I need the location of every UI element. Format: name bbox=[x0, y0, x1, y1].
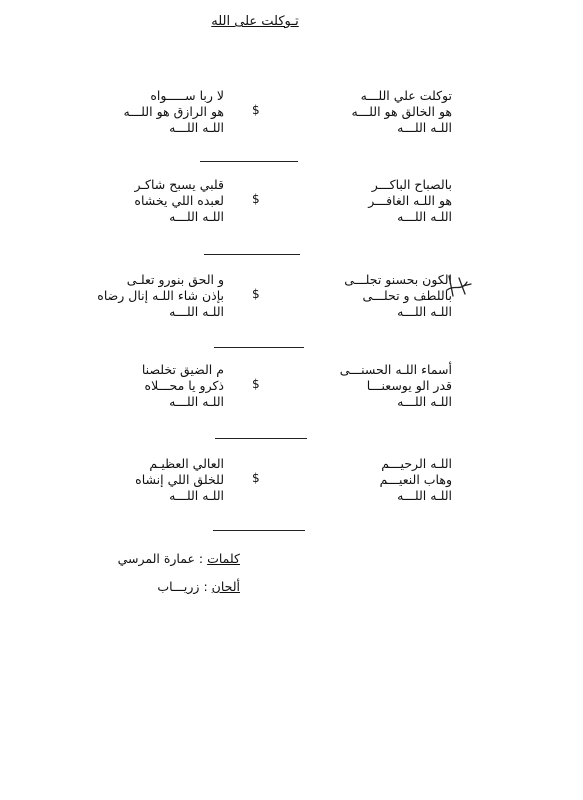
verse-line: اللـه اللـــه bbox=[169, 394, 224, 409]
lyrics-label: كلمات bbox=[207, 551, 240, 566]
verse-separator: $ bbox=[252, 192, 260, 206]
stanza-5-left-verse bbox=[82, 456, 224, 504]
verse-line: و الحق بنورو تعلـى bbox=[126, 272, 224, 287]
verse-separator: $ bbox=[252, 377, 260, 391]
verse-separator: $ bbox=[252, 103, 260, 117]
verse-line: اللـه اللـــه bbox=[397, 394, 452, 409]
stanza-2 bbox=[0, 177, 583, 247]
verse-line: للخلق اللي إنشاه bbox=[135, 472, 224, 487]
stanza-3-right-verse bbox=[292, 272, 452, 320]
stanza-2-left-verse bbox=[82, 177, 224, 225]
stanza-1 bbox=[0, 88, 583, 158]
verse-line: أسماء اللـه الحسنـــى bbox=[339, 362, 452, 377]
verse-line: اللـه اللـــه bbox=[397, 120, 452, 135]
handwritten-mark-icon bbox=[445, 272, 473, 302]
verse-line: بالصباح الباكـــر bbox=[371, 177, 452, 192]
stanza-1-right-verse bbox=[292, 88, 452, 136]
verse-line: اللـه اللـــه bbox=[169, 488, 224, 503]
verse-separator: $ bbox=[252, 471, 260, 485]
stanza-1-left-verse bbox=[82, 88, 224, 136]
music-composer: زريـــاب bbox=[157, 579, 200, 594]
lyrics-credit bbox=[40, 545, 240, 573]
stanza-2-right-verse bbox=[292, 177, 452, 225]
verse-line: اللـه اللـــه bbox=[169, 209, 224, 224]
verse-line: قلبي يسبح شاكـر bbox=[134, 177, 224, 192]
stanza-4-left-verse bbox=[82, 362, 224, 410]
verse-separator: $ bbox=[252, 287, 260, 301]
verse-line: اللـه اللـــه bbox=[397, 488, 452, 503]
stanza-divider bbox=[213, 530, 305, 531]
verse-line: وهاب النعيـــم bbox=[379, 472, 452, 487]
stanza-4 bbox=[0, 362, 583, 432]
verse-line: لعبده اللي يخشاه bbox=[134, 193, 224, 208]
page-title: تـوكلت على الله bbox=[211, 14, 299, 29]
lyrics-author: عمارة المرسي bbox=[117, 551, 195, 566]
verse-line: باللطف و تحلـــى bbox=[362, 288, 452, 303]
stanza-4-right-verse bbox=[292, 362, 452, 410]
verse-line: ذكرو يا محـــلاه bbox=[144, 378, 224, 393]
verse-line: اللـه اللـــه bbox=[169, 120, 224, 135]
verse-line: الكون بحسنو تجلـــى bbox=[344, 272, 452, 287]
verse-line: اللـه اللـــه bbox=[397, 209, 452, 224]
stanza-divider bbox=[215, 438, 307, 439]
music-label: ألحان bbox=[211, 579, 240, 594]
stanza-5 bbox=[0, 456, 583, 526]
verse-line: م الضيق تخلصنا bbox=[141, 362, 224, 377]
verse-line: توكلت علي اللـــه bbox=[360, 88, 452, 103]
stanza-divider bbox=[200, 161, 298, 162]
verse-line: العالي العظيـم bbox=[149, 456, 224, 471]
verse-line: لا ربا ســـــواه bbox=[150, 88, 224, 103]
stanza-divider bbox=[204, 254, 300, 255]
credit-colon: : bbox=[194, 551, 204, 566]
stanza-divider bbox=[214, 347, 304, 348]
verse-line: اللـه اللـــه bbox=[169, 304, 224, 319]
verse-line: هو الرازق هو اللـــه bbox=[123, 104, 224, 119]
verse-line: اللـه اللـــه bbox=[397, 304, 452, 319]
credit-colon: : bbox=[199, 579, 208, 594]
verse-line: هو اللـه الغافـــر bbox=[368, 193, 452, 208]
credits bbox=[40, 545, 240, 601]
stanza-5-right-verse bbox=[292, 456, 452, 504]
verse-line: هو الخالق هو اللـــه bbox=[351, 104, 452, 119]
verse-line: اللـه الرحيـــم bbox=[381, 456, 452, 471]
verse-line: بإذن شاء اللـه إنال رضاه bbox=[97, 288, 224, 303]
verse-line: قدر الو يوسعنـــا bbox=[366, 378, 452, 393]
stanza-3-left-verse bbox=[82, 272, 224, 320]
music-credit bbox=[40, 573, 240, 601]
stanza-3 bbox=[0, 272, 583, 342]
